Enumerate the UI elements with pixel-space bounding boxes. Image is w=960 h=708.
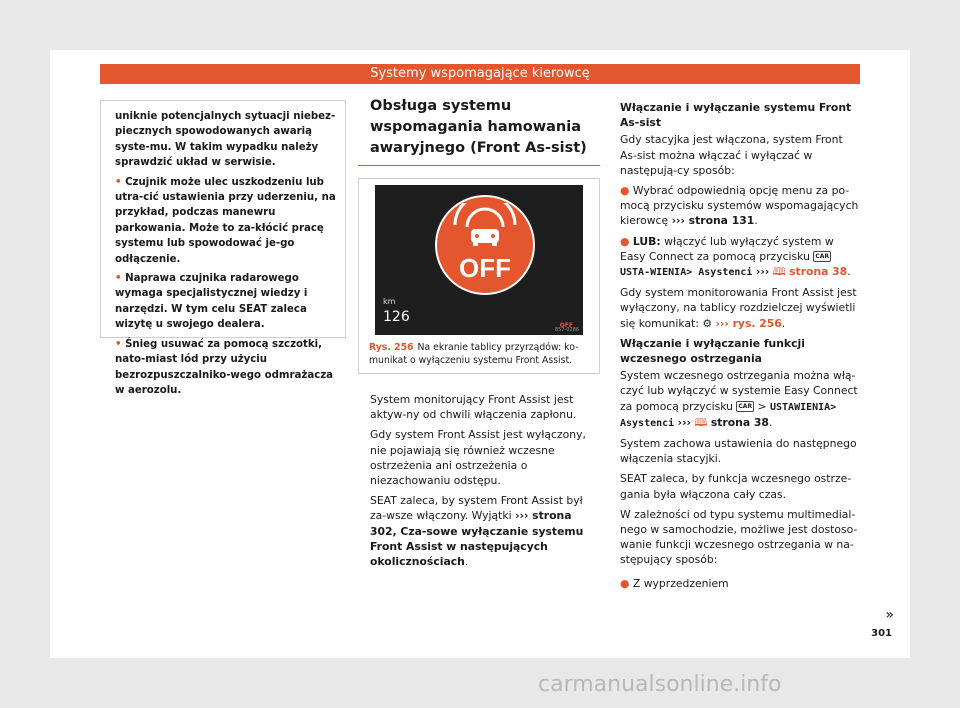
right-column: [620, 100, 860, 596]
warning-box: [100, 100, 346, 396]
paragraph: System zachowa ustawienia do następnego włączenia stacyjki.: [620, 437, 857, 466]
subheading: Włączanie i wyłączanie systemu Front As-sist: [620, 101, 852, 130]
chapter-header: Systemy wspomagające kierowcę: [100, 64, 860, 84]
km-label: km: [383, 297, 396, 306]
bullet-item: ● Wybrać odpowiednią opcję menu za po-mocą przycisku systemów wspomagających kierowcę ››› strona 131.: [620, 184, 859, 228]
car-button-icon: CAR: [815, 253, 830, 261]
paragraph: System monitorujący Front Assist jest aktyw-ny od chwili włączenia zapłonu.: [370, 393, 577, 422]
center-column: [358, 96, 600, 574]
warning-bullet: • Naprawa czujnika radarowego wymaga specjalistycznej wiedzy i narzędzi. W tym celu SEAT zaleca wizytę u swojego dealera.: [115, 273, 308, 331]
page-number: 301: [871, 628, 892, 639]
cross-reference-link[interactable]: ››› rys. 256: [715, 316, 782, 330]
car-button-icon: CAR: [738, 403, 753, 411]
paragraph: SEAT zaleca, by system Front Assist był za-wsze włączony. Wyjątki ››› strona 302, Cza-sowe wyłączanie systemu Front Assist w następujących okolicznościach.: [370, 494, 584, 569]
off-label: OFF: [459, 253, 511, 283]
book-icon: 🕮: [772, 265, 786, 279]
cross-reference-link[interactable]: ››› strona 131: [671, 214, 755, 228]
paragraph: SEAT zaleca, by funkcja wczesnego ostrze-gania była włączona cały czas.: [620, 472, 852, 501]
title-divider: [358, 165, 600, 166]
small-off-indicator: OFF: [559, 322, 573, 329]
cross-reference-link[interactable]: strona 38: [789, 265, 848, 279]
paragraph: W zależności od typu systemu multimedial-nego w samochodzie, możliwe jest dostoso-wanie funkcji wczesnego ostrzegania w na-stępujący sposób:: [620, 507, 858, 567]
paragraph: Gdy system monitorowania Front Assist jest wyłączony, na tablicy rozdzielczej wyświetli się komunikat: ⚙ ››› rys. 256.: [620, 286, 857, 330]
instrument-cluster-image: [375, 185, 583, 335]
subheading: Włączanie i wyłączanie funkcji wczesnego ostrzegania: [620, 336, 805, 366]
watermark: carmanualsonline.info: [538, 672, 782, 697]
bullet-item: ● LUB: włączyć lub wyłączyć system w Easy Connect za pomocą przycisku CAR USTA-WIENIA> Asystenci ››› 🕮 strona 38.: [620, 234, 851, 279]
warning-paragraph: uniknie potencjalnych sytuacji niebez-piecznych spowodowanych awarią syste-mu. W takim wypadku należy sprawdzić układ w serwisie.: [115, 111, 336, 169]
center-body: [370, 392, 600, 569]
cross-reference-link[interactable]: ››› strona 302, Cza-sowe wyłączanie systemu Front Assist w następujących okolicznościach: [370, 509, 584, 569]
paragraph: Gdy stacyjka jest włączona, system Front As-sist można włączać i wyłączać w następują-cy sposób:: [620, 133, 843, 177]
paragraph: Gdy system Front Assist jest wyłączony, nie pojawiają się również wczesne ostrzeżenia ani ostrzeżenia o niezachowaniu odstępu.: [370, 428, 586, 488]
warning-bullet: • Śnieg usuwać za pomocą szczotki, nato-miast lód przy użyciu bezrozpuszczalniko-wego odmrażacza w aerozolu.: [115, 338, 334, 396]
front-assist-warning-icon: [435, 195, 535, 295]
figure-caption: Rys. 256 Na ekranie tablicy przyrządów: ko-munikat o wyłączeniu systemu Front Assist.: [369, 342, 579, 366]
figure-number: Rys. 256: [369, 342, 414, 353]
figure-256: [358, 178, 600, 374]
odometer-value: 126: [383, 309, 410, 325]
cross-reference-link[interactable]: strona 38: [710, 415, 769, 429]
section-title: Obsługa systemu wspomagania hamowania awaryjnego (Front As-sist): [370, 98, 587, 156]
front-assist-small-icon: ⚙: [702, 316, 713, 330]
book-icon: 🕮: [694, 415, 708, 429]
continue-arrow-icon: »: [885, 607, 894, 623]
warning-bullet: • Czujnik może ulec uszkodzeniu lub utra-cić ustawienia przy uderzeniu, na przykład, podczas manewru parkowania. Może to za-kłócić pracę systemu lub spowodować je-go odłączenie.: [115, 176, 336, 265]
bullet-item: ● Z wyprzedzeniem: [620, 576, 729, 590]
paragraph: System wczesnego ostrzegania można włą-czyć lub wyłączyć w systemie Easy Connect za pomocą przycisku CAR > USTAWIENIA> Asystenci ››› 🕮 strona 38.: [620, 369, 858, 429]
image-code: 857-0286: [554, 327, 579, 333]
